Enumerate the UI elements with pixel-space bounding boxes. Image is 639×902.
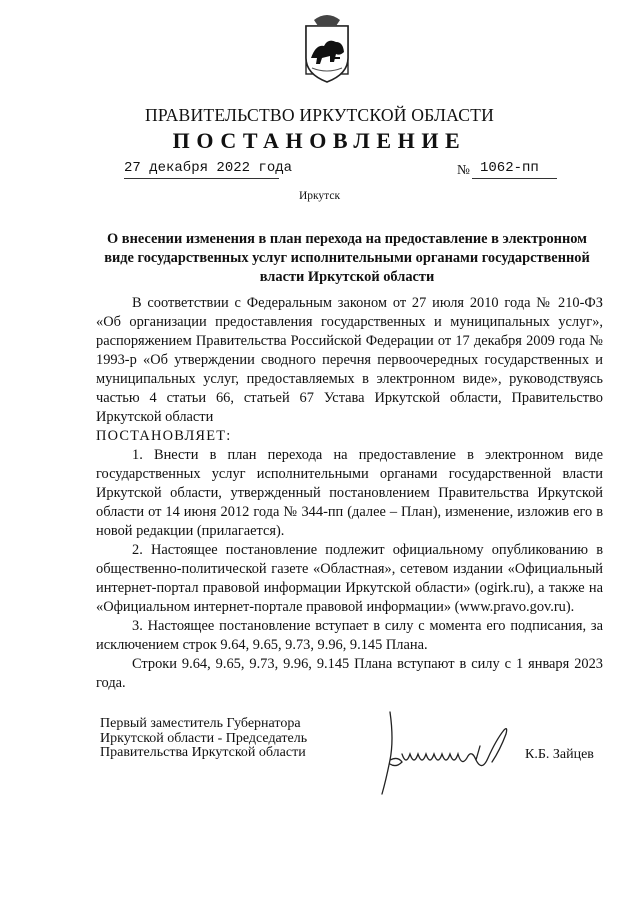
- item-4-paragraph: Строки 9.64, 9.65, 9.73, 9.96, 9.145 Плана вступают в силу с 1 января 2023 года.: [96, 656, 603, 691]
- item-2-paragraph: 2. Настоящее постановление подлежит официальному опубликованию в общественно-политической газете «Областная», сетевом издании «Официальный интернет-портал правовой информации Иркутской области» (ogirk.ru), а также на «Официальном интернет-портале правовой информации» (www.pravo.gov.ru).: [96, 542, 603, 615]
- signatory-line-2: Иркутской области - Председатель: [100, 730, 308, 746]
- signatory-name: К.Б. Зайцев: [525, 747, 594, 762]
- document-date: 27 декабря 2022 года: [124, 160, 293, 176]
- document-number: 1062-пп: [480, 160, 539, 176]
- document-body: [96, 294, 603, 693]
- signatory-title: [100, 717, 307, 761]
- signatory-line-1: Первый заместитель Губернатора: [100, 716, 301, 731]
- document-type-title: ПОСТАНОВЛЕНИЕ: [172, 128, 467, 153]
- number-underline: [472, 178, 557, 179]
- signatory-line-3: Правительства Иркутской области: [100, 745, 306, 760]
- number-label: №: [457, 162, 470, 177]
- coat-of-arms-emblem: [302, 12, 352, 86]
- document-subject: О внесении изменения в план перехода на предоставление в электронном виде государственных услуг исполнительными органами государственной власти Иркутской области: [104, 231, 590, 285]
- intro-paragraph: В соответствии с Федеральным законом от 27 июля 2010 года № 210-ФЗ «Об организации предоставления государственных и муниципальных услуг», распоряжением Правительства Российской Федерации от 17 декабря 2009 года № 1993-р «Об утверждении сводного перечня первоочередных государственных и муниципальных услуг, предоставляемых в электронном виде», руководствуясь частью 4 статьи 66, статьей 67 Устава Иркутской области, Правительство Иркутской области: [96, 295, 603, 425]
- handwritten-signature: [372, 710, 522, 798]
- city-label: Иркутск: [298, 190, 341, 202]
- item-1-paragraph: 1. Внести в план перехода на предоставление в электронном виде государственных услуг исполнительными органами государственной власти Иркутской области, утвержденный постановлением Правительства Иркутской области от 14 июня 2012 года № 344-пп (далее – План), изменение, изложив его в новой редакции (прилагается).: [96, 447, 603, 539]
- date-underline: [124, 178, 279, 179]
- resolves-heading: ПОСТАНОВЛЯЕТ:: [96, 428, 232, 444]
- item-3-paragraph: 3. Настоящее постановление вступает в силу с момента его подписания, за исключением строк 9.64, 9.65, 9.73, 9.96, 9.145 Плана.: [96, 618, 603, 653]
- government-name: ПРАВИТЕЛЬСТВО ИРКУТСКОЙ ОБЛАСТИ: [144, 105, 494, 125]
